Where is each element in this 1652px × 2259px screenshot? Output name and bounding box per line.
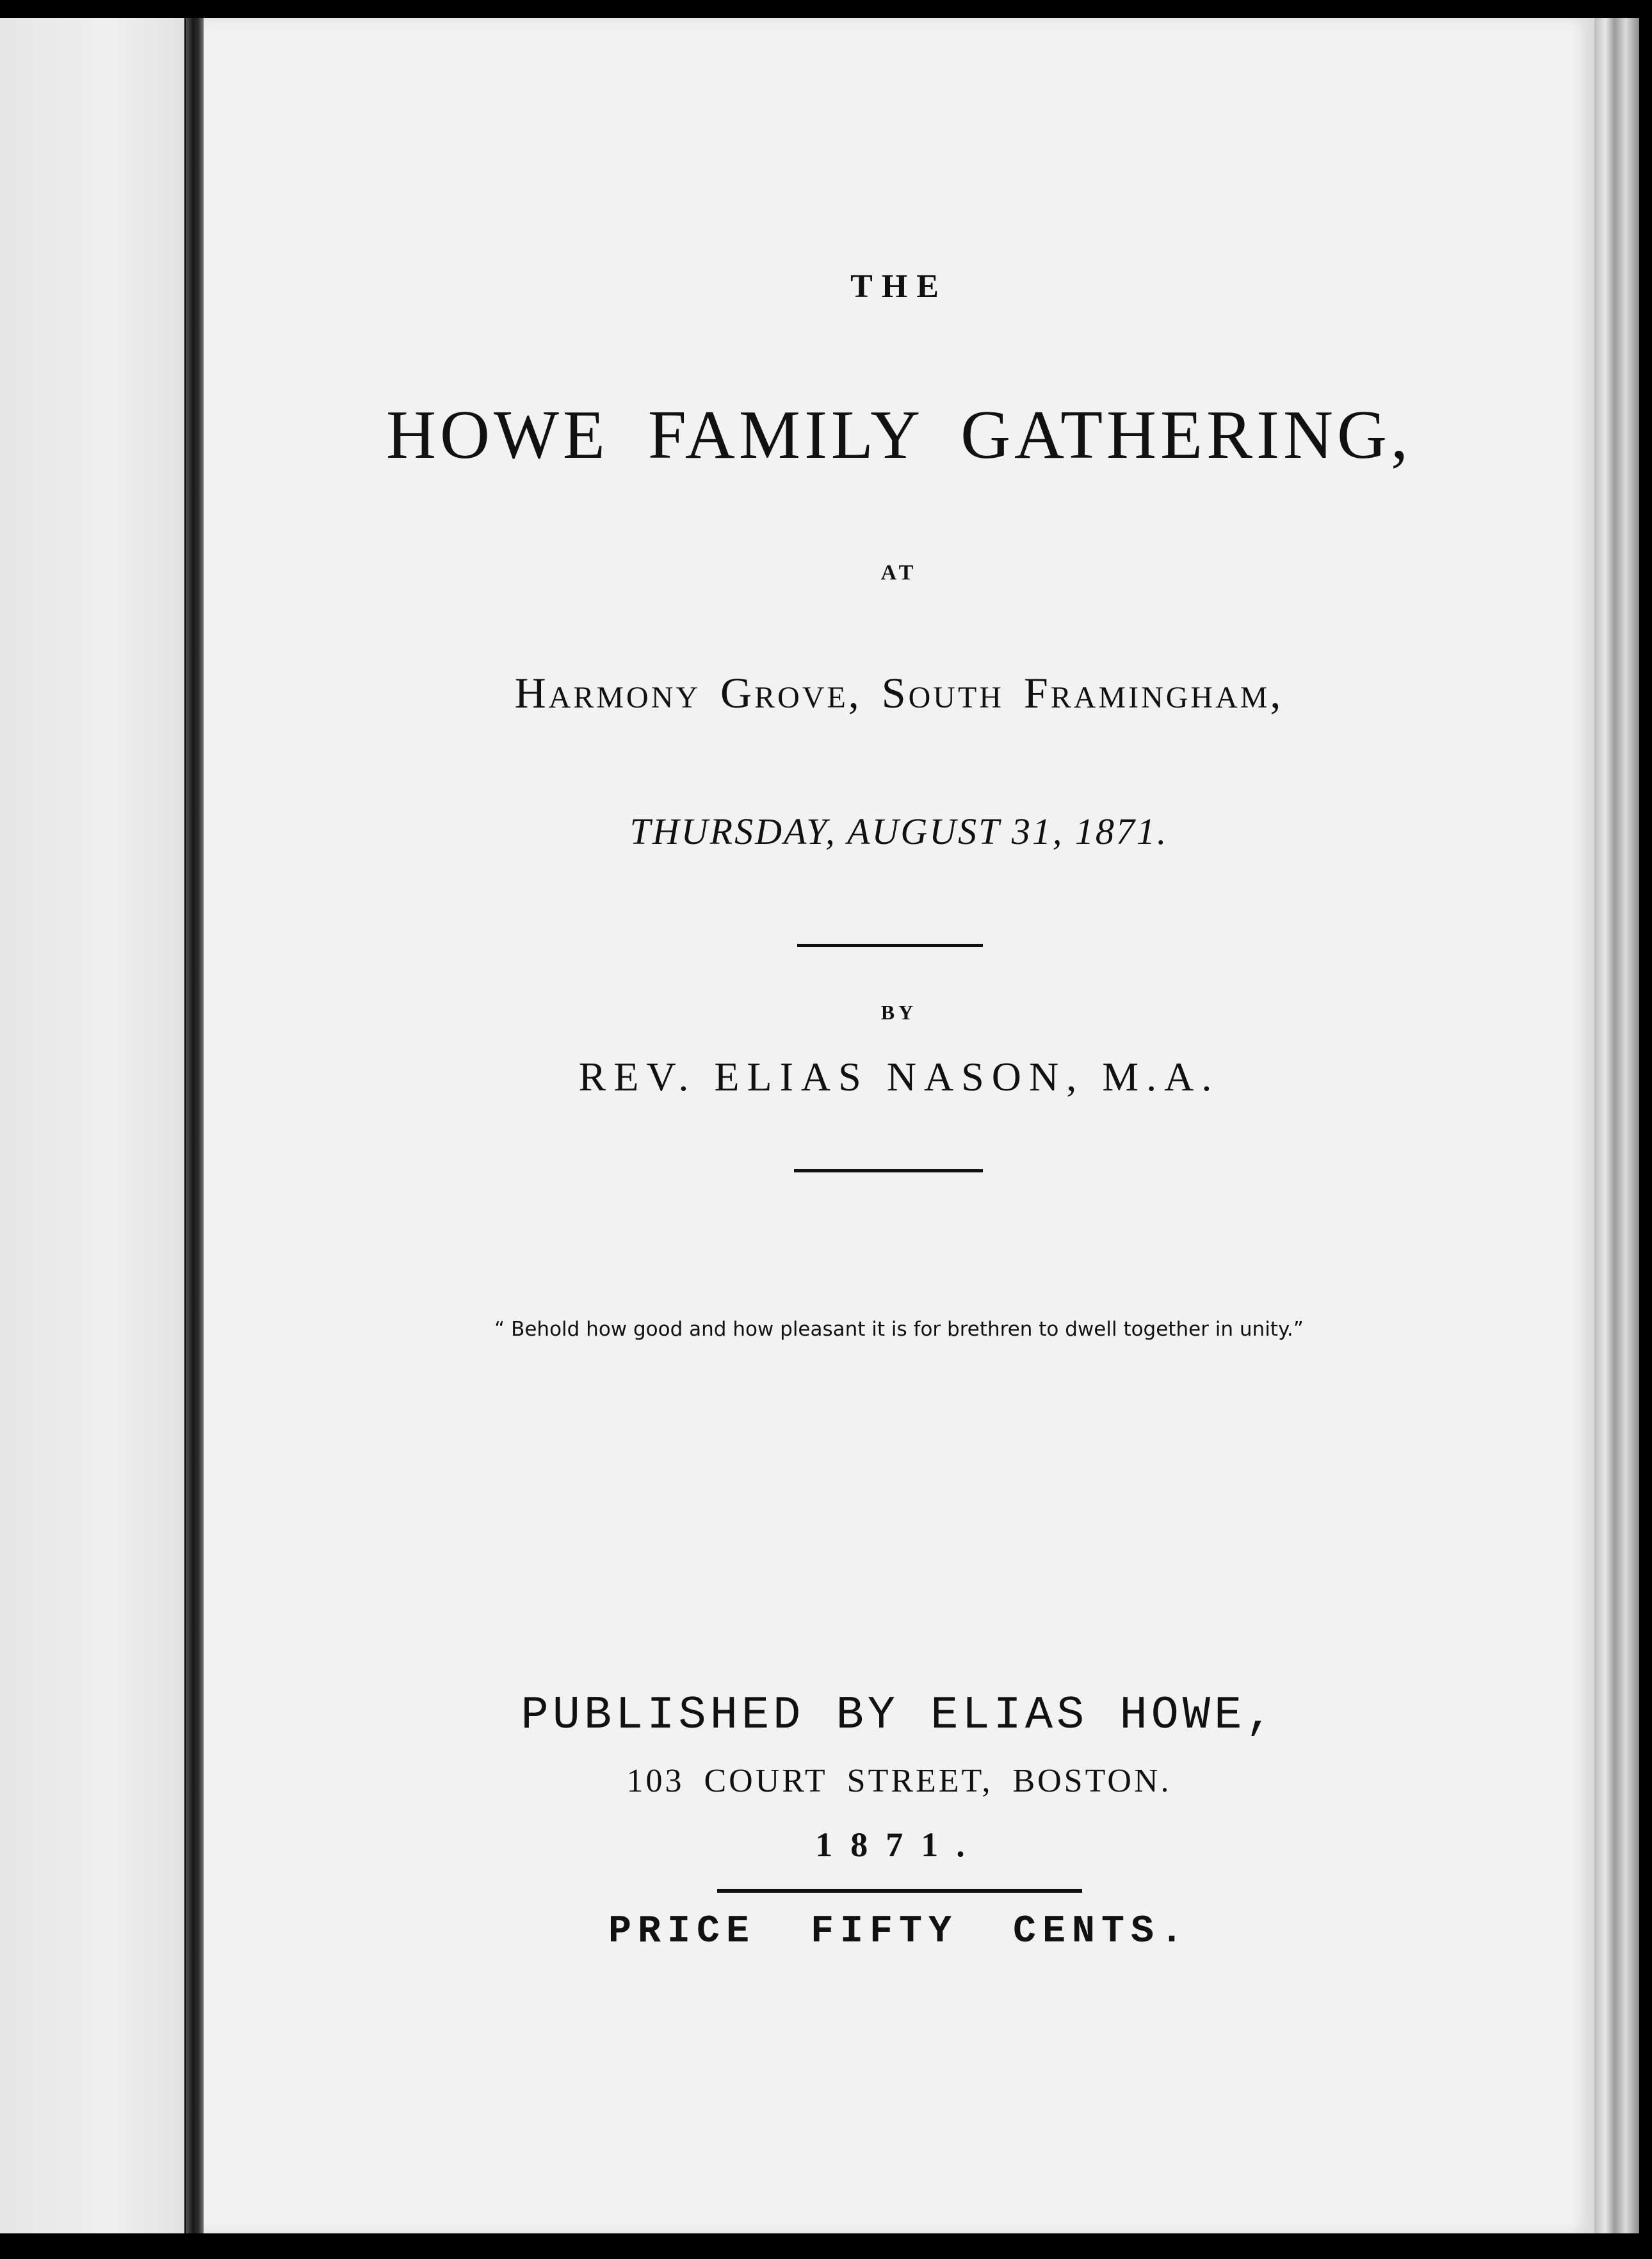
publisher-line: PUBLISHED BY ELIAS HOWE, bbox=[521, 1689, 1277, 1742]
page-edge bbox=[1594, 18, 1639, 2233]
event-date: THURSDAY, AUGUST 31, 1871. bbox=[629, 811, 1169, 852]
divider-rule bbox=[794, 1169, 983, 1172]
divider-rule bbox=[797, 944, 983, 947]
location: Harmony Grove, South Framingham, bbox=[514, 668, 1284, 717]
author-name: REV. ELIAS NASON, M.A. bbox=[578, 1054, 1220, 1099]
title-article: THE bbox=[850, 268, 948, 305]
author-preposition: BY bbox=[880, 1001, 918, 1024]
price-line: PRICE FIFTY CENTS. bbox=[608, 1910, 1190, 1954]
title-page bbox=[204, 18, 1594, 2233]
main-title: HOWE FAMILY GATHERING, bbox=[385, 397, 1413, 473]
location-preposition: AT bbox=[880, 561, 918, 585]
epigraph-quote: “ Behold how good and how pleasant it is for brethren to dwell together in unity.” bbox=[494, 1318, 1304, 1341]
binding-gutter bbox=[186, 18, 204, 2233]
divider-rule bbox=[717, 1889, 1082, 1893]
facing-page-margin bbox=[0, 18, 184, 2233]
publisher-address: 103 COURT STREET, BOSTON. bbox=[626, 1763, 1172, 1799]
publication-year: 1871. bbox=[815, 1826, 983, 1864]
